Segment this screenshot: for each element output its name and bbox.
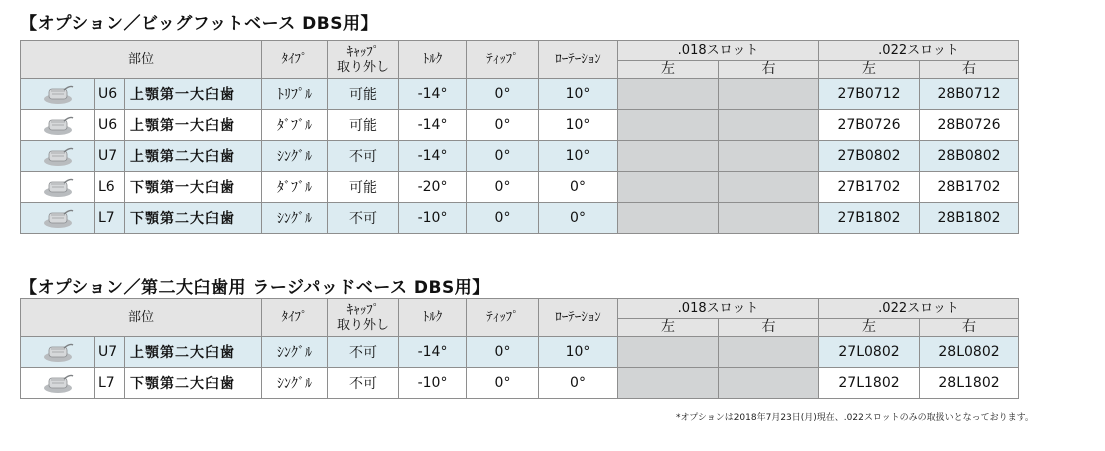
cell-code: L7 (95, 368, 125, 399)
cell-tip: 0° (467, 337, 539, 368)
largepad-base-table (20, 298, 1019, 399)
header-slot018: .018スロット (618, 41, 819, 61)
bigfoot-base-table (20, 40, 1019, 234)
bracket-image (21, 110, 95, 141)
cell-slot018-left (618, 203, 719, 234)
table-row (21, 79, 1019, 110)
cell-torque: -14° (399, 110, 467, 141)
cell-slot018-left (618, 172, 719, 203)
cell-tip: 0° (467, 172, 539, 203)
header-rotation: ﾛｰﾃｰｼｮﾝ (539, 41, 618, 79)
header-slot018-left: 左 (618, 61, 719, 79)
cell-slot018-right (719, 110, 819, 141)
cell-tip: 0° (467, 79, 539, 110)
cell-tooth: 下顎第一大臼歯 (125, 172, 262, 203)
cell-slot018-right (719, 203, 819, 234)
cell-tooth: 上顎第二大臼歯 (125, 337, 262, 368)
cell-slot022-left: 27L0802 (819, 337, 920, 368)
header-part: 部位 (21, 299, 262, 337)
header-slot022-left: 左 (819, 319, 920, 337)
cell-code: L6 (95, 172, 125, 203)
cell-type: ﾀﾞﾌﾞﾙ (262, 110, 328, 141)
header-cap (328, 299, 399, 337)
bracket-image (21, 203, 95, 234)
cell-slot022-left: 27B0712 (819, 79, 920, 110)
cell-cap: 不可 (328, 337, 399, 368)
cell-cap: 可能 (328, 110, 399, 141)
cell-torque: -10° (399, 368, 467, 399)
header-torque: ﾄﾙｸ (399, 41, 467, 79)
header-tip: ﾃｨｯﾌﾟ (467, 41, 539, 79)
cell-code: U7 (95, 337, 125, 368)
table-row (21, 110, 1019, 141)
cell-rotation: 0° (539, 172, 618, 203)
cell-cap: 不可 (328, 368, 399, 399)
cell-rotation: 0° (539, 368, 618, 399)
header-type: ﾀｲﾌﾟ (262, 41, 328, 79)
header-type: ﾀｲﾌﾟ (262, 299, 328, 337)
header-slot018: .018スロット (618, 299, 819, 319)
cell-tooth: 上顎第一大臼歯 (125, 79, 262, 110)
cell-code: L7 (95, 203, 125, 234)
cell-type: ﾀﾞﾌﾞﾙ (262, 172, 328, 203)
cell-slot018-left (618, 79, 719, 110)
cell-slot018-right (719, 79, 819, 110)
header-rotation: ﾛｰﾃｰｼｮﾝ (539, 299, 618, 337)
cell-torque: -14° (399, 337, 467, 368)
cell-slot022-right: 28B0712 (920, 79, 1019, 110)
cell-tip: 0° (467, 110, 539, 141)
cell-rotation: 10° (539, 141, 618, 172)
bracket-image (21, 368, 95, 399)
cell-tip: 0° (467, 203, 539, 234)
cell-cap: 不可 (328, 141, 399, 172)
bracket-image (21, 79, 95, 110)
bracket-image (21, 337, 95, 368)
table-row (21, 368, 1019, 399)
cell-torque: -20° (399, 172, 467, 203)
cell-rotation: 0° (539, 203, 618, 234)
cell-slot018-right (719, 172, 819, 203)
cell-rotation: 10° (539, 110, 618, 141)
table-row (21, 337, 1019, 368)
table-row (21, 172, 1019, 203)
header-slot022-right: 右 (920, 319, 1019, 337)
cell-slot018-right (719, 368, 819, 399)
cell-slot022-left: 27L1802 (819, 368, 920, 399)
header-slot022-right: 右 (920, 61, 1019, 79)
cell-rotation: 10° (539, 337, 618, 368)
cell-code: U6 (95, 110, 125, 141)
cell-tip: 0° (467, 141, 539, 172)
cell-slot018-left (618, 368, 719, 399)
header-cap-line1: ｷｬｯﾌﾟ (346, 302, 380, 318)
cell-slot018-left (618, 337, 719, 368)
cell-type: ｼﾝｸﾞﾙ (262, 368, 328, 399)
header-slot018-right: 右 (719, 61, 819, 79)
cell-type: ﾄﾘﾌﾟﾙ (262, 79, 328, 110)
cell-code: U6 (95, 79, 125, 110)
cell-slot018-right (719, 337, 819, 368)
cell-tooth: 上顎第二大臼歯 (125, 141, 262, 172)
cell-tip: 0° (467, 368, 539, 399)
header-torque: ﾄﾙｸ (399, 299, 467, 337)
cell-slot018-left (618, 141, 719, 172)
cell-slot022-left: 27B0802 (819, 141, 920, 172)
bracket-image (21, 141, 95, 172)
cell-slot022-right: 28L1802 (920, 368, 1019, 399)
cell-torque: -14° (399, 79, 467, 110)
cell-torque: -14° (399, 141, 467, 172)
cell-slot022-right: 28B0802 (920, 141, 1019, 172)
cell-slot022-left: 27B1802 (819, 203, 920, 234)
header-slot022: .022スロット (819, 41, 1019, 61)
cell-slot022-right: 28B1702 (920, 172, 1019, 203)
header-cap-line2: 取り外し (337, 59, 390, 75)
cell-tooth: 下顎第二大臼歯 (125, 368, 262, 399)
cell-slot022-right: 28B1802 (920, 203, 1019, 234)
header-cap-line1: ｷｬｯﾌﾟ (346, 44, 380, 60)
header-part: 部位 (21, 41, 262, 79)
section-title-largepad: 【オプション／第二大臼歯用 ラージパッドベース DBS用】 (20, 278, 490, 298)
header-slot022: .022スロット (819, 299, 1019, 319)
header-tip: ﾃｨｯﾌﾟ (467, 299, 539, 337)
cell-rotation: 10° (539, 79, 618, 110)
cell-slot018-left (618, 110, 719, 141)
header-slot018-left: 左 (618, 319, 719, 337)
cell-torque: -10° (399, 203, 467, 234)
bracket-image (21, 172, 95, 203)
section-title-bigfoot: 【オプション／ビッグフットベース DBS用】 (20, 14, 378, 34)
cell-tooth: 下顎第二大臼歯 (125, 203, 262, 234)
table-row (21, 203, 1019, 234)
header-cap (328, 41, 399, 79)
cell-cap: 可能 (328, 79, 399, 110)
cell-slot022-right: 28B0726 (920, 110, 1019, 141)
header-slot022-left: 左 (819, 61, 920, 79)
header-cap-line2: 取り外し (337, 317, 390, 333)
cell-code: U7 (95, 141, 125, 172)
footnote: *オプションは2018年7月23日(月)現在、.022スロットのみの取扱いとなっております。 (676, 413, 1034, 423)
cell-cap: 可能 (328, 172, 399, 203)
table-row (21, 141, 1019, 172)
cell-type: ｼﾝｸﾞﾙ (262, 203, 328, 234)
cell-cap: 不可 (328, 203, 399, 234)
cell-tooth: 上顎第一大臼歯 (125, 110, 262, 141)
cell-type: ｼﾝｸﾞﾙ (262, 337, 328, 368)
header-slot018-right: 右 (719, 319, 819, 337)
cell-slot022-left: 27B1702 (819, 172, 920, 203)
cell-slot022-right: 28L0802 (920, 337, 1019, 368)
cell-type: ｼﾝｸﾞﾙ (262, 141, 328, 172)
cell-slot018-right (719, 141, 819, 172)
cell-slot022-left: 27B0726 (819, 110, 920, 141)
